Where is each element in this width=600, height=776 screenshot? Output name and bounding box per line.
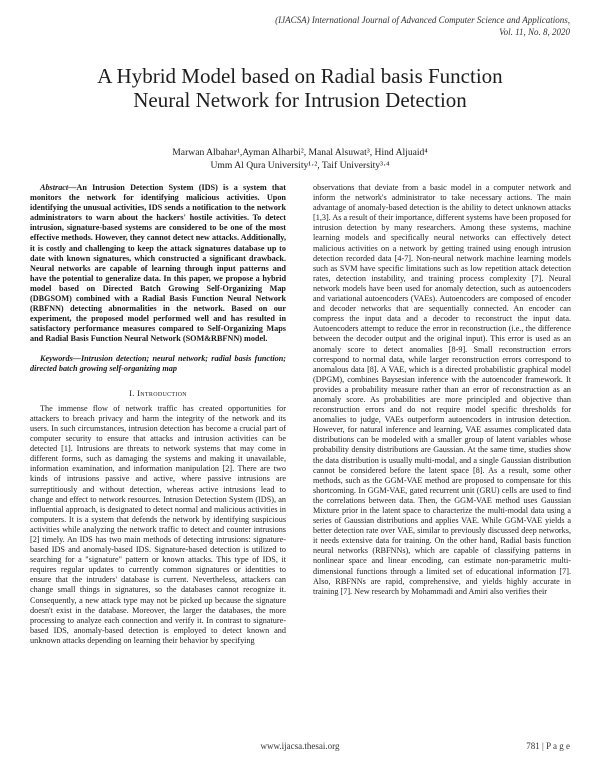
paper-title — [30, 64, 570, 112]
left-column — [30, 183, 286, 646]
affiliations: Umm Al Qura University¹·², Taif University³·⁴ — [210, 160, 390, 171]
footer-page-number: 781 | P a g e — [526, 741, 570, 751]
abstract-lead: Abstract— — [40, 183, 77, 192]
keywords — [30, 354, 286, 374]
right-column — [313, 183, 571, 597]
author-list: Marwan Albahar¹,Ayman Alharbi², Manal Alsuwat³, Hind Aljuaid⁴ — [172, 147, 428, 158]
title-line-2: Neural Network for Intrusion Detection — [133, 88, 467, 112]
section-heading-introduction — [30, 388, 286, 398]
keywords-text: Keywords—Intrusion detection; neural network; radial basis function; directed batch growing self-organizing map — [30, 353, 286, 373]
section-title: Introduction — [137, 387, 187, 398]
title-line-1: A Hybrid Model based on Radial basis Function — [97, 64, 503, 88]
footer-url: www.ijacsa.thesai.org — [260, 741, 340, 751]
journal-volume: Vol. 11, No. 8, 2020 — [499, 27, 570, 37]
journal-header — [170, 14, 570, 38]
abstract — [30, 183, 286, 345]
intro-paragraph-continued: observations that deviate from a basic model in a computer network and inform the network's administrator to take necessary actions. The main advantage of anomaly-based detection is the ability to detect unknown attacks [1,3]. As a result of their importance, different systems have been proposed for intrusion detection by many researchers. Among these systems, machine learning models and specifically neural networks can effectively detect malicious activities on a network by getting trained using enough intrusion detection recorded data [4-7]. Non-neural network machine learning models such as SVM have specific limitations such as low repetition attack detection rates, detection instability, and training process complexity [7]. Neural network models have been used for anomaly detection, such as autoencoders and variational autoencoders (VAEs). Autoencoders are composed of encoder and decoder networks that are sequentially connected. An encoder can compress the input data and a decoder to reconstruct the input data. Autoencoders attempt to reduce the error in reconstruction (i.e., the difference between the decoder output and the original input). This error is used as an anomaly score to detect anomalies [8-9]. Small reconstruction errors correspond to normal data, while larger reconstruction errors correspond to anomalous data [8]. A VAE, which is a directed probabilistic graphical model (DPGM), combines Baysesian inference with the autoencoder framework. It provides a probability measure rather than an error of reconstruction as an anomaly score. As probabilities are more principled and objective than reconstruction errors and do not require model specific thresholds for anomalies to judge, VAEs outperform autoencoders in intrusion detection. However, for natural inference and learning, VAE assumes complicated data distributions can be modeled with a smaller group of latent variables whose probability density distributions are Gaussian. At the same time, studies show the data distribution is usually multi-modal, and a single Gaussian distribution cannot be considered before the latent space [8]. As a result, some other methods, such as the GGM-VAE method are proposed to compensate for this shortcoming. In GGM-VAE, gated recurrent unit (GRU) cells are used to find the correlations between data. Then, the GGM-VAE method uses Gaussian Mixture prior in the latent space to characterize the multi-modal data using a series of Gaussian distributions and applies VAE. While GGM-VAE yields a better detection rate over VAE, similar to previously discussed deep networks, it needs extensive data for training. On the other hand, Radial basis function neural networks (RBFNNs), which are capable of classifying patterns in nonlinear space and linear encoding, can estimate non-parametric multi-dimensional functions through a limited set of educational information [7]. Also, RBFNNs are rapid, comprehensive, and yields highly accurate in training [7]. New research by Mohammadi and Amiri also verifies their — [313, 183, 571, 596]
abstract-text: An Intrusion Detection System (IDS) is a system that monitors the network for identifying malicious activities. Upon identifying the unusual activities, IDS sends a notification to the network administrators to warn about the hackers' hostile activities. To detect intrusion, signature-based systems are considered to be one of the most effective methods. However, they cannot detect new attacks. Additionally, it is costly and challenging to keep the attack signatures database up to date with known signatures, which constructed a significant drawback. Neural networks are capable of learning through input patterns and have the potential to generalize data. In this paper, we propose a hybrid model based on Directed Batch Growing Self-Organizing Map (DBGSOM) combined with a Radial Basis Function Neural Network (RBFNN) detecting abnormalities in the network. Based on our experiment, the proposed model performed well and has resulted in satisfactory performance measures compared to Self-Organizing Maps and Radial Basis Function Neural Network (SOM&RBFNN) model. — [30, 183, 286, 344]
section-number: I. — [129, 387, 135, 398]
journal-name: (IJACSA) International Journal of Advanced Computer Science and Applications, — [275, 15, 570, 25]
intro-paragraph-1: The immense flow of network traffic has created opportunities for attackers to breach privacy and harm the integrity of the network and its users. In such circumstances, intrusion detection has become a crucial part of computer security to ensure that attacks and intrusion activities can be detected [1]. Intrusions are threats to network systems that may come in different forms, such as damaging the systems and making it unavailable, information examination, and information manipulation [2]. There are two kinds of intrusions passive and active, where passive intrusions are surreptitiously and without detection, whereas active intrusions lead to change and effect to network resources. Intrusion Detection System (IDS), an influential approach, is designated to detect normal and malicious activities in computers. It is a system that defends the network by identifying suspicious activities while analyzing the network traffic to detect and counter intrusions [2] timely. An IDS has two main methods of detecting intrusions: signature-based IDS and anomaly-based IDS. Signature-based detection is utilized to searching for a "signature" pattern or known attacks. This type of IDS, it requires regular updates to currently common signatures or identities to ensure that the intruders' database is current. Nevertheless, attackers can change small things in signatures, so the databases cannot recognize it. Consequently, a new attack type may not be picked up because the signature doesn't exist in the database. Moreover, the larger the databases, the more processing to analyze each connection and verify it. In contrast to signature-based IDS, anomaly-based detection is employed to detect known and unknown attacks depending on learning their behavior by specifying — [30, 403, 286, 645]
